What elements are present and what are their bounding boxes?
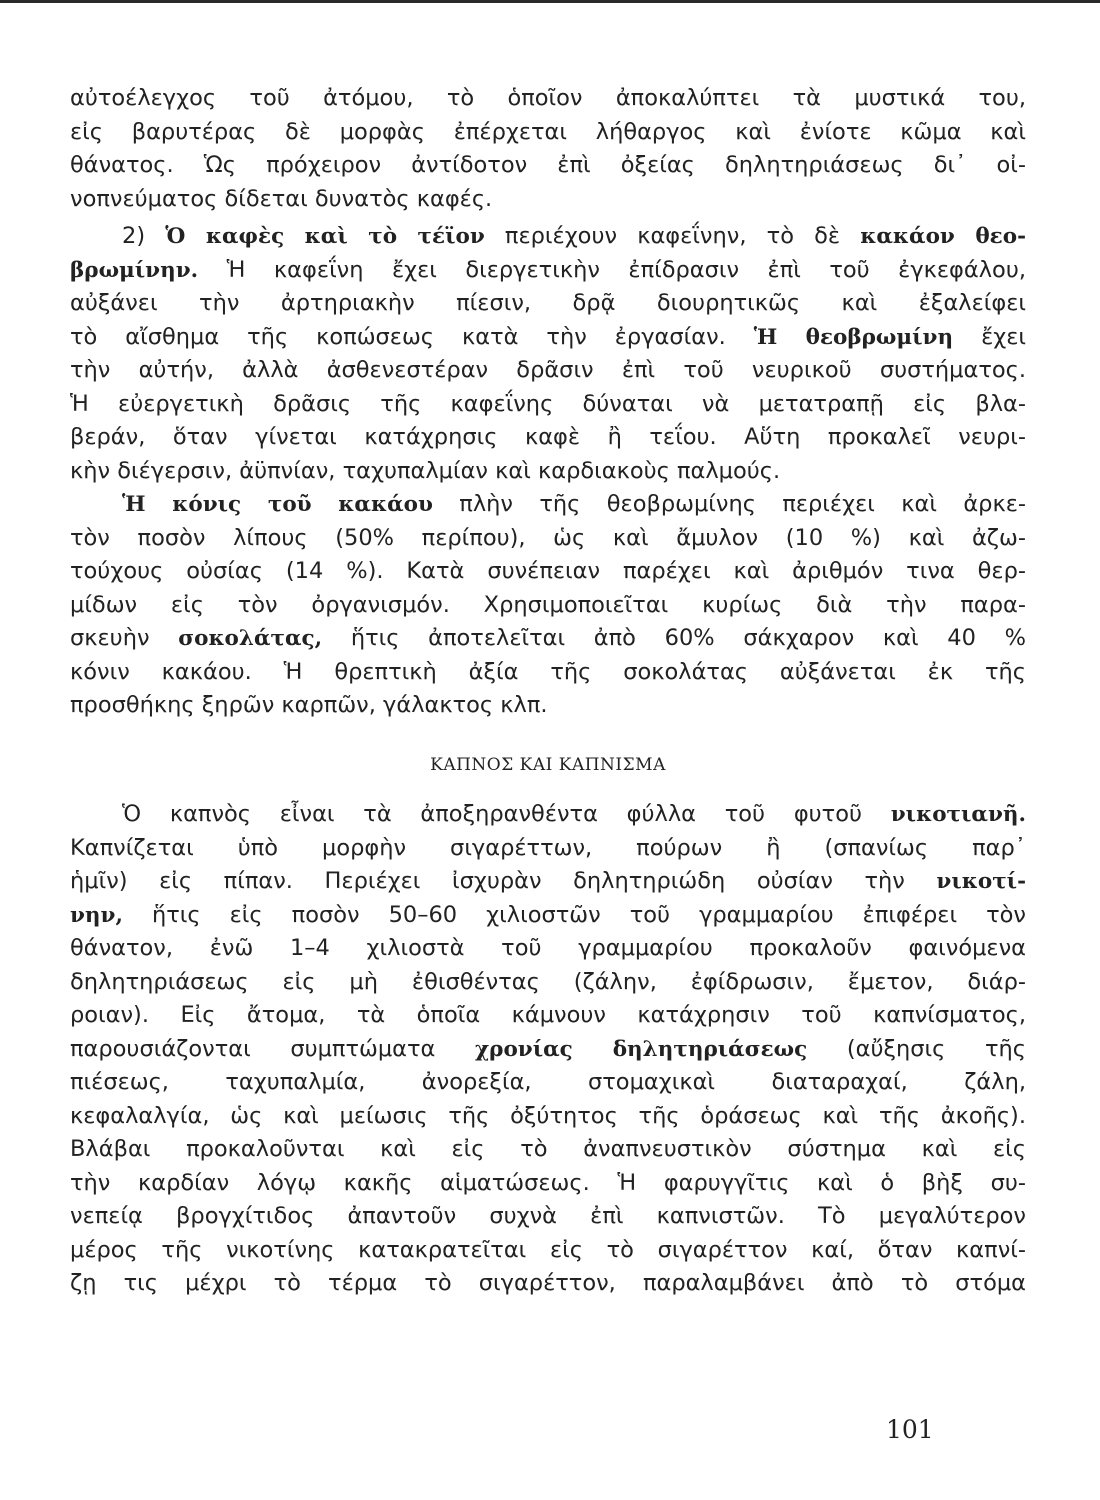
bold-term: Ὁ καφὲς καὶ τὸ τέϊον <box>165 224 485 249</box>
text-line: τὸ αἴσθημα τῆς κοπώσεως κατὰ τὴν ἐργασίαν. Ἡ θεοβρωμίνη ἔχει <box>70 323 1027 350</box>
text-line: ἡμῖν) εἰς πίπαν. Περιέχει ἰσχυρὰν δηλητηριώδη οὐσίαν τὴν νικοτί- <box>70 868 1026 894</box>
text-line: τὴν αὐτήν, ἀλλὰ ἀσθενεστέραν δρᾶσιν ἐπὶ τοῦ νευρικοῦ συστήματος. <box>70 357 1026 383</box>
bold-term: χρονίας δηλητηριάσεως <box>475 1036 808 1062</box>
bold-term: Ἡ κόνις τοῦ κακάου <box>122 492 433 517</box>
text-line: κεφαλαλγία, ὡς καὶ μείωσις τῆς ὀξύτητος τῆς ὁράσεως καὶ τῆς ἀκοῆς). <box>70 1102 1026 1129</box>
text-line: κὴν διέγερσιν, ἀϋπνίαν, ταχυπαλμίαν καὶ καρδιακοὺς παλμούς. <box>70 457 781 484</box>
text-line: Καπνίζεται ὑπὸ μορφὴν σιγαρέττων, πούρων ἢ (σπανίως παρ᾽ <box>70 834 1026 861</box>
bold-term: κακάον θεο- <box>860 224 1027 249</box>
bold-term: σοκολάτας, <box>178 626 323 651</box>
text-line: 2) Ὁ καφὲς καὶ τὸ τέϊον περιέχουν καφεΐνην, τὸ δὲ κακάον θεο- <box>122 223 1027 249</box>
text-line: μέρος τῆς νικοτίνης κατακρατεῖται εἰς τὸ σιγαρέττον καί, ὅταν καπνί- <box>70 1236 1026 1263</box>
text-line: αὐξάνει τὴν ἀρτηριακὴν πίεσιν, δρᾷ διουρητικῶς καὶ ἐξαλείφει <box>70 290 1026 316</box>
bold-term: νην, <box>70 902 123 928</box>
bold-term: νικοτιανῆ. <box>890 802 1026 827</box>
bold-term: βρωμίνην. <box>70 257 199 283</box>
text-line: προσθήκης ξηρῶν καρπῶν, γάλακτος κλπ. <box>70 692 548 718</box>
text-line: Βλάβαι προκαλοῦνται καὶ εἰς τὸ ἀναπνευστικὸν σύστημα καὶ εἰς <box>70 1136 1026 1162</box>
text-line: σκευὴν σοκολάτας, ἥτις ἀποτελεῖται ἀπὸ 60% σάκχαρον καὶ 40 % <box>70 625 1026 651</box>
text-line: τὸν ποσὸν λίπους (50% περίπου), ὡς καὶ ἄμυλον (10 %) καὶ ἀζω- <box>70 524 1026 551</box>
text-line: θάνατον, ἐνῶ 1–4 χιλιοστὰ τοῦ γραμμαρίου προκαλοῦν φαινόμενα <box>70 935 1026 961</box>
scan-top-border <box>0 0 1100 3</box>
page-number: 101 <box>886 1415 934 1444</box>
text-line: κόνιν κακάου. Ἡ θρεπτικὴ ἀξία τῆς σοκολάτας αὐξάνεται ἐκ τῆς <box>70 658 1026 685</box>
text-line: νεπείᾳ βρογχίτιδος ἀπαντοῦν συχνὰ ἐπὶ καπνιστῶν. Τὸ μεγαλύτερον <box>70 1203 1026 1229</box>
text-line: μίδων εἰς τὸν ὀργανισμόν. Χρησιμοποιεῖται κυρίως διὰ τὴν παρα- <box>70 591 1026 618</box>
text-line: παρουσιάζονται συμπτώματα χρονίας δηλητηριάσεως (αὔξησις τῆς <box>70 1035 1026 1062</box>
text-line: τούχους οὐσίας (14 %). Κατὰ συνέπειαν παρέχει καὶ ἀριθμόν τινα θερ- <box>70 558 1026 584</box>
text-line: Ὁ καπνὸς εἶναι τὰ ἀποξηρανθέντα φύλλα τοῦ φυτοῦ νικοτιανῆ. <box>122 801 1026 827</box>
text-line: ζῃ τις μέχρι τὸ τέρμα τὸ σιγαρέττον, παραλαμβάνει ἀπὸ τὸ στόμα <box>70 1270 1026 1296</box>
text-line: πιέσεως, ταχυπαλμία, ἀνορεξία, στομαχικαὶ διαταραχαί, ζάλη, <box>70 1069 1026 1095</box>
text-line: Ἡ εὐεργετικὴ δρᾶσις τῆς καφεΐνης δύναται νὰ μετατραπῇ εἰς βλα- <box>70 390 1026 417</box>
paragraph-alcohol-end <box>70 82 1026 216</box>
bold-term: Ἡ θεοβρωμίνη <box>753 324 954 350</box>
text-line: βρωμίνην. Ἡ καφεΐνη ἔχει διεργετικὴν ἐπίδρασιν ἐπὶ τοῦ ἐγκεφάλου, <box>70 256 1026 283</box>
book-page <box>70 82 1026 1301</box>
bold-term: νικοτί- <box>936 869 1026 894</box>
text-line: νην, ἥτις εἰς ποσὸν 50–60 χιλιοστῶν τοῦ γραμμαρίου ἐπιφέρει τὸν <box>70 901 1026 928</box>
section-heading: ΚΑΠΝΟΣ ΚΑΙ ΚΑΠΝΙΣΜΑ <box>430 754 666 775</box>
text-line: ροιαν). Εἰς ἄτομα, τὰ ὁποῖα κάμνουν κατάχρησιν τοῦ καπνίσματος, <box>70 1002 1026 1028</box>
text-line: δηλητηριάσεως εἰς μὴ ἐθισθέντας (ζάλην, ἐφίδρωσιν, ἔμετον, διάρ- <box>70 968 1026 995</box>
paragraph-tobacco <box>70 798 1026 1301</box>
paragraph-coffee-tea <box>70 220 1026 488</box>
paragraph-cocoa <box>70 488 1026 723</box>
text-line: τὴν καρδίαν λόγῳ κακῆς αἱματώσεως. Ἡ φαρυγγῖτις καὶ ὁ βὴξ συ- <box>70 1169 1026 1196</box>
text-line: εἰς βαρυτέρας δὲ μορφὰς ἐπέρχεται λήθαργος καὶ ἐνίοτε κῶμα καὶ <box>70 118 1026 145</box>
text-line: θάνατος. Ὡς πρόχειρον ἀντίδοτον ἐπὶ ὀξείας δηλητηριάσεως δι᾽ οἰ- <box>70 152 1026 178</box>
text-line: Ἡ κόνις τοῦ κακάου πλὴν τῆς θεοβρωμίνης περιέχει καὶ ἀρκε- <box>122 491 1027 517</box>
text-line: αὐτοέλεγχος τοῦ ἀτόμου, τὸ ὁποῖον ἀποκαλύπτει τὰ μυστικά του, <box>70 85 1026 111</box>
text-line: βεράν, ὅταν γίνεται κατάχρησις καφὲ ἢ τεΐου. Αὕτη προκαλεῖ νευρι- <box>70 424 1026 450</box>
text-line: νοπνεύματος δίδεται δυνατὸς καφές. <box>70 185 493 212</box>
